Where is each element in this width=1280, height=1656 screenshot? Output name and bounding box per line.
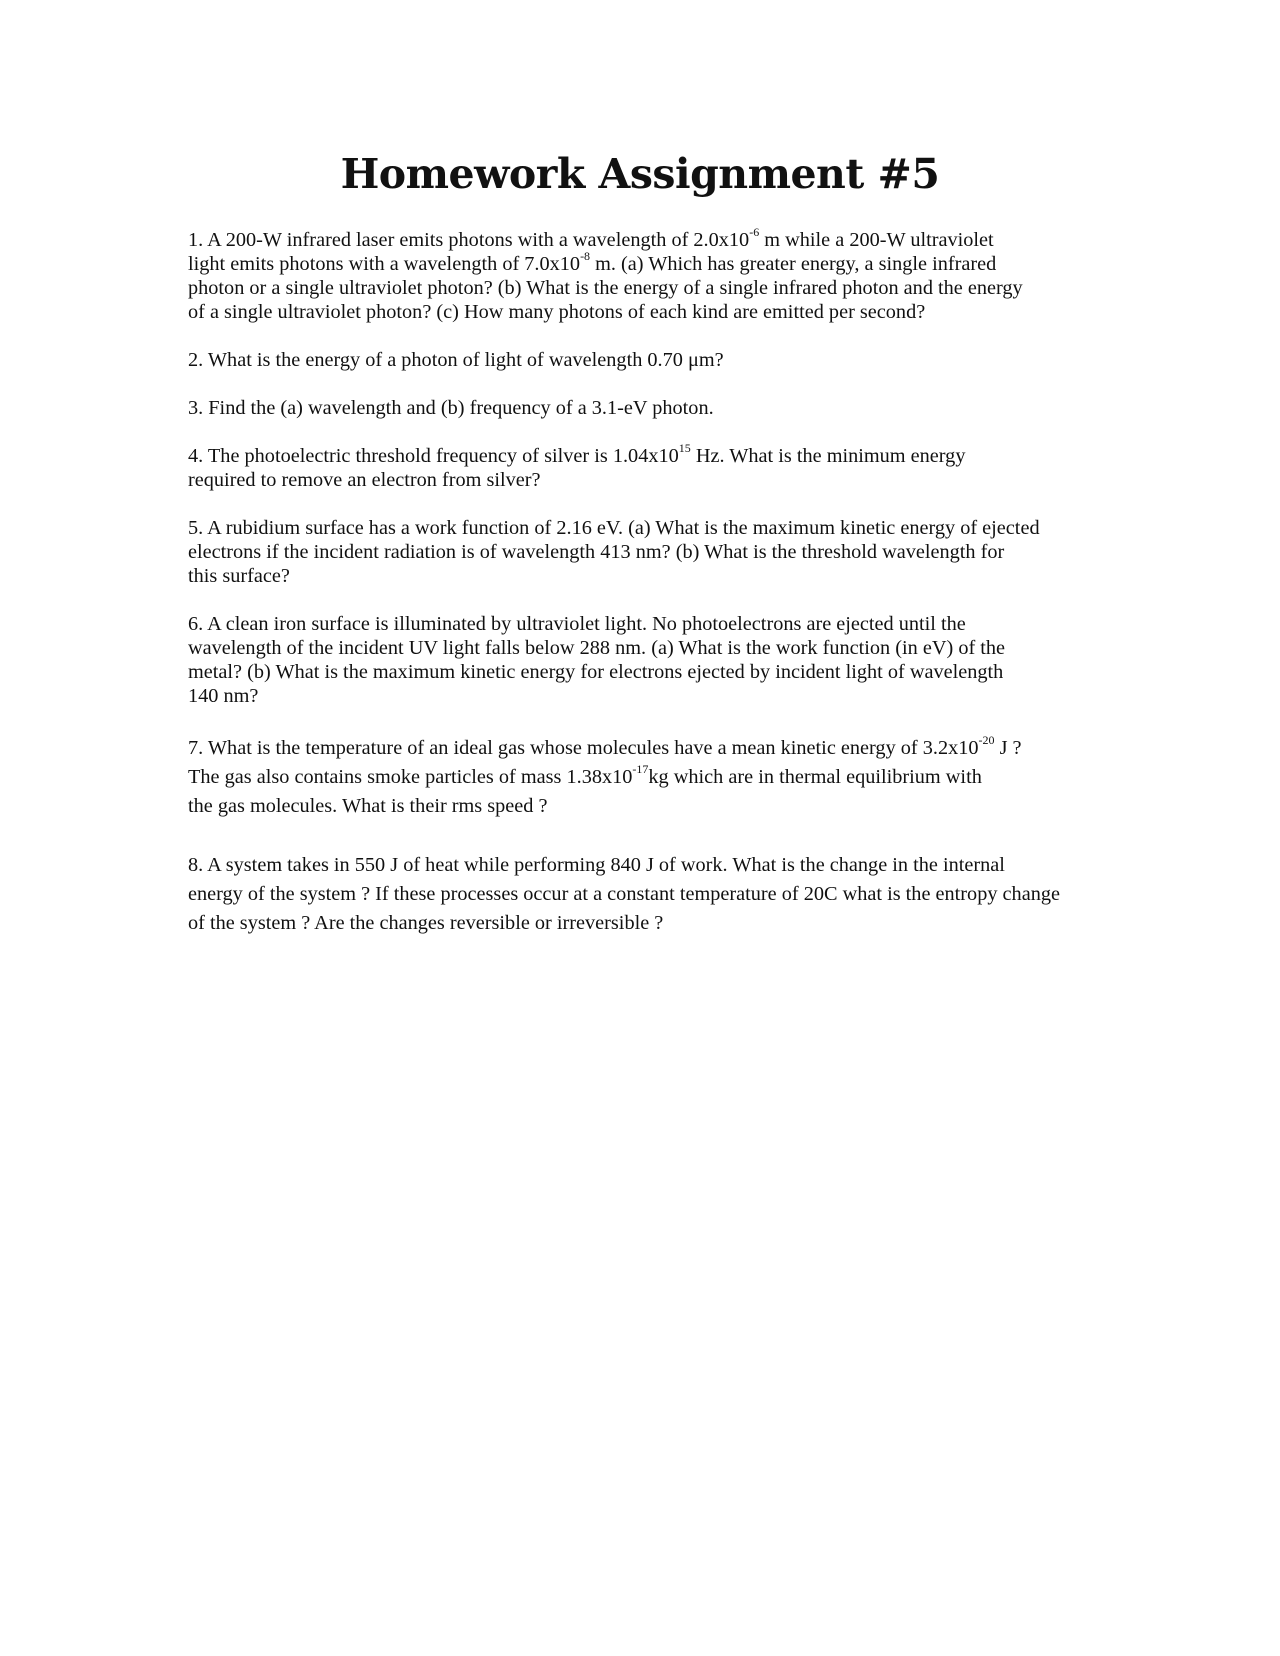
problem-7 — [188, 734, 1128, 821]
text-segment: Hz. What is the minimum energy — [690, 445, 966, 467]
problem-line: 5. A rubidium surface has a work function of 2.16 eV. (a) What is the maximum kinetic energy of ejected — [188, 517, 1040, 539]
problem-6 — [188, 612, 1128, 708]
superscript: -17 — [632, 762, 649, 777]
page-title: Homework Assignment #5 — [340, 150, 940, 198]
problem-line: required to remove an electron from silver? — [188, 469, 541, 491]
problem-line: 8. A system takes in 550 J of heat while performing 840 J of work. What is the change in the internal — [188, 854, 1005, 876]
text-segment: 4. The photoelectric threshold frequency of silver is 1.04x10 — [188, 445, 679, 467]
problem-line: metal? (b) What is the maximum kinetic energy for electrons ejected by incident light of wavelength — [188, 661, 1004, 683]
text-segment: The gas also contains smoke particles of mass 1.38x10 — [188, 766, 633, 788]
problem-line: of the system ? Are the changes reversible or irreversible ? — [188, 912, 664, 934]
problem-line: wavelength of the incident UV light falls below 288 nm. (a) What is the work function (in eV) of the — [188, 637, 1006, 659]
superscript: 15 — [678, 441, 691, 456]
problem-2 — [188, 348, 1128, 372]
problem-line: energy of the system ? If these processes occur at a constant temperature of 20C what is the entropy change — [188, 883, 1060, 905]
problem-1 — [188, 225, 1128, 324]
problem-line: 140 nm? — [188, 685, 259, 707]
problem-line — [188, 763, 1128, 792]
problem-3 — [188, 396, 1128, 420]
text-segment: m while a 200-W ultraviolet — [759, 229, 994, 251]
text-segment: m. (a) Which has greater energy, a single infrared — [590, 253, 997, 275]
problem-4 — [188, 441, 1128, 492]
problem-line: 2. What is the energy of a photon of light of wavelength 0.70 μm? — [188, 349, 724, 371]
problem-line: 6. A clean iron surface is illuminated by ultraviolet light. No photoelectrons are ejected until the — [188, 613, 966, 635]
problem-line — [188, 249, 1128, 276]
problem-line: of a single ultraviolet photon? (c) How many photons of each kind are emitted per second? — [188, 301, 926, 323]
problem-line: 3. Find the (a) wavelength and (b) frequency of a 3.1-eV photon. — [188, 397, 714, 419]
problem-line: this surface? — [188, 565, 290, 587]
superscript: -8 — [580, 249, 591, 264]
problem-line: the gas molecules. What is their rms speed ? — [188, 795, 548, 817]
text-segment: kg which are in thermal equilibrium with — [648, 766, 982, 788]
problem-list — [188, 225, 1128, 962]
problem-line — [188, 441, 1128, 468]
problem-line — [188, 734, 1128, 763]
superscript: -6 — [749, 225, 760, 240]
superscript: -20 — [978, 733, 995, 748]
problem-line — [188, 225, 1128, 252]
text-segment: J ? — [994, 737, 1022, 759]
text-segment: light emits photons with a wavelength of 7.0x10 — [188, 253, 581, 275]
problem-line: electrons if the incident radiation is of wavelength 413 nm? (b) What is the threshold wavelength for — [188, 541, 1005, 563]
text-segment: 7. What is the temperature of an ideal gas whose molecules have a mean kinetic energy of 3.2x10 — [188, 737, 979, 759]
problem-8 — [188, 851, 1128, 938]
text-segment: 1. A 200-W infrared laser emits photons with a wavelength of 2.0x10 — [188, 229, 750, 251]
problem-5 — [188, 516, 1128, 588]
problem-line: photon or a single ultraviolet photon? (b) What is the energy of a single infrared photon and the energy — [188, 277, 1023, 299]
